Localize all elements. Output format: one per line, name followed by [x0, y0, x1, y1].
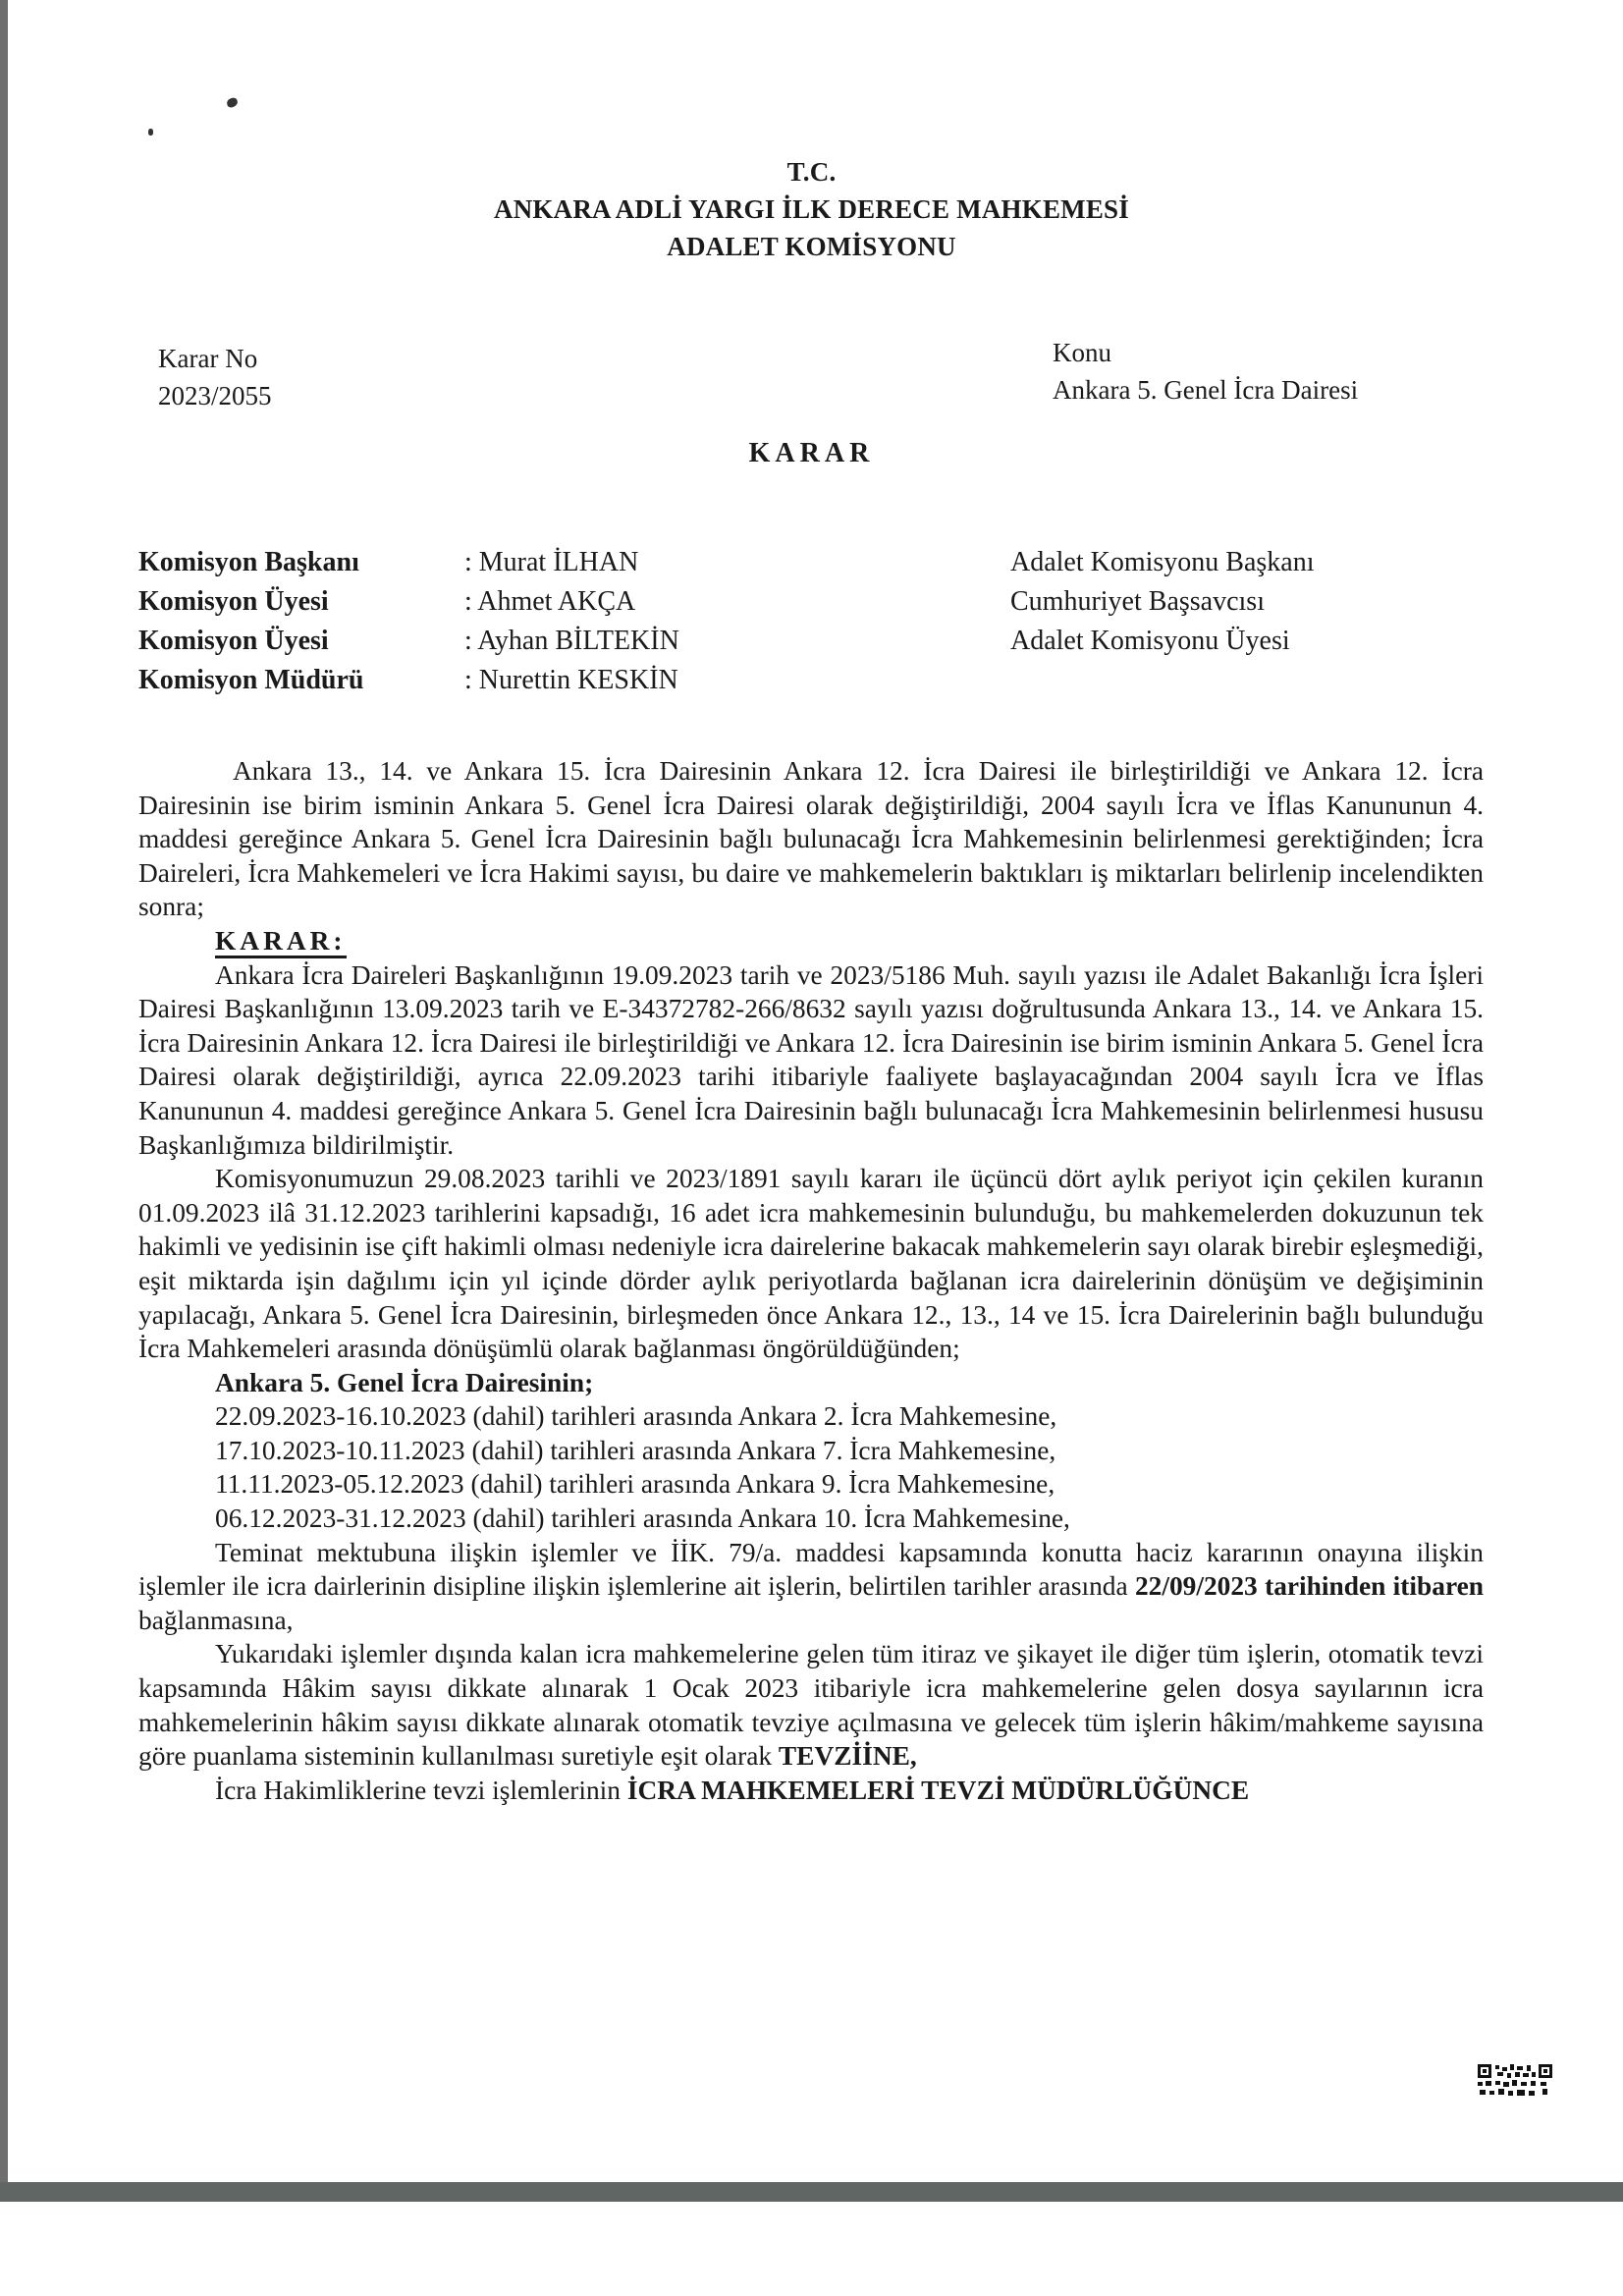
scan-band-bottom — [0, 2182, 1623, 2202]
paragraph-3-text: Teminat mektubuna ilişkin işlemler ve İİK. 79/a. maddesi kapsamında konutta haciz kararının onayına ilişkin işlemler ile icra dairlerinin disipline ilişkin işlemlerine ait işlerin, belirtilen tarihler arasında — [138, 1537, 1484, 1602]
header-court: ANKARA ADLİ YARGI İLK DERECE MAHKEMESİ — [494, 194, 1129, 224]
member-role: Komisyon Başkanı — [138, 547, 359, 577]
paragraph-5-text: İcra Hakimliklerine tevzi işlemlerinin — [215, 1775, 627, 1805]
member-name: : Ayhan BİLTEKİN — [464, 626, 679, 656]
paragraph-3-bold: 22/09/2023 tarihinden itibaren — [1134, 1571, 1484, 1602]
schedule-item: 06.12.2023-31.12.2023 (dahil) tarihleri arasında Ankara 10. İcra Mahkemesine, — [215, 1503, 1070, 1534]
schedule-item: 11.11.2023-05.12.2023 (dahil) tarihleri arasında Ankara 9. İcra Mahkemesine, — [215, 1469, 1055, 1500]
member-title: Adalet Komisyonu Üyesi — [1010, 626, 1290, 656]
member-role: Komisyon Müdürü — [138, 665, 364, 695]
paragraph-5-bold: İCRA MAHKEMELERİ TEVZİ MÜDÜRLÜĞÜNCE — [626, 1775, 1250, 1805]
scan-speck — [226, 96, 239, 108]
scan-edge-left — [0, 0, 8, 2202]
subject-value: Ankara 5. Genel İcra Dairesi — [1053, 375, 1359, 405]
schedule-item: 17.10.2023-10.11.2023 (dahil) tarihleri arasında Ankara 7. İcra Mahkemesine, — [215, 1435, 1056, 1465]
member-name: : Murat İLHAN — [464, 547, 639, 577]
subheading: Ankara 5. Genel İcra Dairesinin; — [215, 1367, 594, 1397]
paragraph-1: Ankara İcra Daireleri Başkanlığının 19.09.2023 tarih ve 2023/5186 Muh. sayılı yazısı ile Adalet Bakanlığı İcra İşleri Dairesi Başkanlığının 13.09.2023 tarih ve E-34372782-266/8632 sayılı yazısı doğrultusunda Ankara 13., 14. ve Ankara 15. İcra Dairesinin Ankara 12. İcra Dairesi ile birleştirildiği ve Ankara 12. İcra Dairesinin ise birim isminin Ankara 5. Genel İcra Dairesi olarak değiştirildiği, ayrıca 22.09.2023 tarihi itibariyle faaliyete başlayacağından 2004 sayılı İcra ve İflas Kanununun 4. maddesi gereğince Ankara 5. Genel İcra Dairesinin bağlı bulunacağı İcra Mahkemesinin belirlenmesi hususu Başkanlığımıza bildirilmiştir. — [138, 959, 1484, 1160]
qr-code-icon — [1478, 2064, 1554, 2100]
paragraph-5 — [138, 1774, 1484, 1808]
paragraph-4 — [138, 1637, 1484, 1773]
paragraph-4-bold: TEVZİİNE, — [778, 1741, 917, 1772]
decision-number-block — [158, 340, 272, 414]
header-tc: T.C. — [786, 157, 837, 187]
intro-paragraph: Ankara 13., 14. ve Ankara 15. İcra Dairesinin Ankara 12. İcra Dairesi ile birleştirildiği ve Ankara 12. İcra Dairesinin ise birim isminin Ankara 5. Genel İcra Dairesi olarak değiştirildiği, 2004 sayılı İcra ve İflas Kanununun 4. maddesi gereğince Ankara 5. Genel İcra Dairesinin bağlı bulunacağı İcra Mahkemesinin belirlenmesi gerektiğinden; İcra Daireleri, İcra Mahkemeleri ve İcra Hakimi sayısı, bu daire ve mahkemelerin baktıkları iş miktarları belirlenip incelendikten sonra; — [138, 756, 1484, 922]
paragraph-3-tail: bağlanmasına, — [138, 1605, 294, 1635]
decision-title: KARAR — [748, 438, 875, 468]
schedule-item: 22.09.2023-16.10.2023 (dahil) tarihleri arasında Ankara 2. İcra Mahkemesine, — [215, 1401, 1057, 1432]
member-name: : Ahmet AKÇA — [464, 586, 636, 617]
member-role: Komisyon Üyesi — [138, 586, 329, 617]
karar-heading-text: KARAR: — [215, 926, 347, 958]
decision-number-label: Karar No — [158, 344, 258, 373]
decision-body — [138, 754, 1484, 1807]
scan-speck — [148, 129, 153, 136]
karar-heading — [138, 924, 1484, 958]
subject-label: Konu — [1053, 338, 1111, 367]
member-title: Cumhuriyet Başsavcısı — [1010, 586, 1265, 617]
subject-block — [1053, 334, 1358, 409]
member-title: Adalet Komisyonu Başkanı — [1010, 547, 1315, 577]
paragraph-4-text: Yukarıdaki işlemler dışında kalan icra mahkemelerine gelen tüm itiraz ve şikayet ile diğer tüm işlerin, otomatik tevzi kapsamında Hâkim sayısı dikkate alınarak 1 Ocak 2023 itibariyle icra mahkemelerine gelen dosya sayılarının icra mahkemelerinin hâkim sayısı dikkate alınarak otomatik tevziye açılmasına ve gelecek tüm işlerin hâkim/mahkeme sayısına göre puanlama sisteminin kullanılması suretiyle eşit olarak — [138, 1639, 1484, 1772]
paragraph-3 — [138, 1536, 1484, 1638]
member-role: Komisyon Üyesi — [138, 626, 329, 656]
header-commission: ADALET KOMİSYONU — [667, 232, 956, 261]
paragraph-2: Komisyonumuzun 29.08.2023 tarihli ve 2023/1891 sayılı kararı ile üçüncü dört aylık periyot için çekilen kuranın 01.09.2023 ilâ 31.12.2023 tarihlerini kapsadığı, 16 adet icra mahkemesinin bulunduğu, bu mahkemelerden dokuzunun tek hakimli ve yedisinin ise çift hakimli olması nedeniyle icra dairelerine bakacak mahkemelerin sayı olarak birebir eşleşmediği, eşit miktarda işin dağılımı için yıl içinde dörder aylık periyotlarda bağlanan icra dairelerinin dönüşüm ve değişiminin yapılacağı, Ankara 5. Genel İcra Dairesinin, birleşmeden önce Ankara 12., 13., 14 ve 15. İcra Dairelerinin bağlı bulunduğu İcra Mahkemeleri arasında dönüşümlü olarak bağlanması öngörüldüğünden; — [138, 1164, 1484, 1364]
member-name: : Nurettin KESKİN — [464, 665, 678, 695]
decision-number-value: 2023/2055 — [158, 381, 272, 410]
